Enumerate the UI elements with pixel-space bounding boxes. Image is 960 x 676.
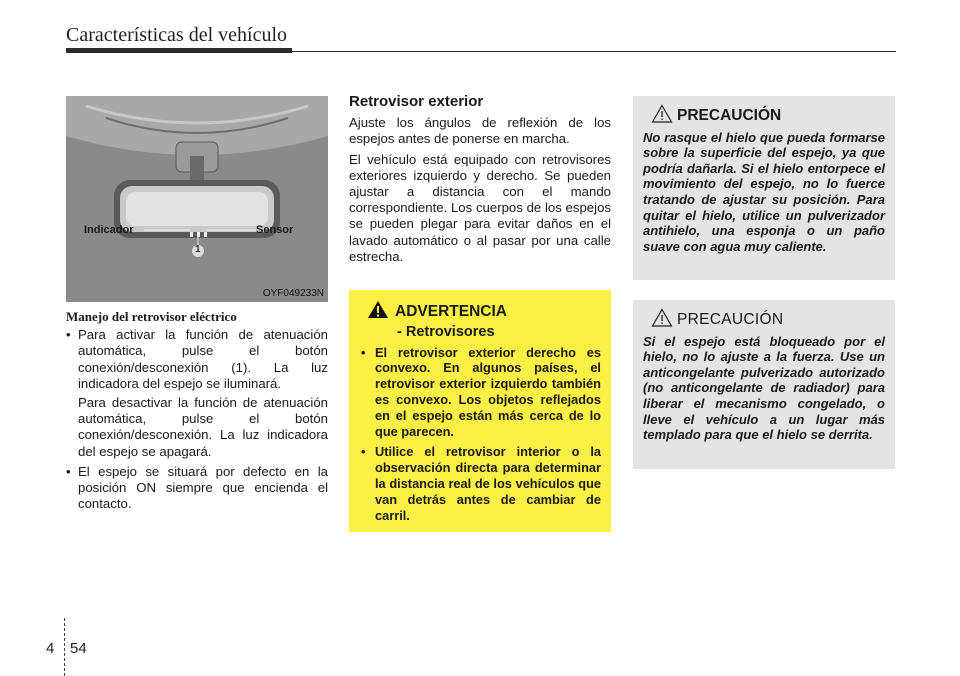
header-rule-thick xyxy=(66,48,292,53)
mirror-illustration xyxy=(66,96,328,302)
footer-separator xyxy=(64,618,65,676)
caution-box-ice xyxy=(633,96,895,280)
heading-exterior-mirror: Retrovisor exterior xyxy=(349,93,484,110)
section-title-electric-mirror: Manejo del retrovisor eléctrico xyxy=(66,309,237,324)
page-header-title: Características del vehículo xyxy=(66,24,288,46)
warning-subtitle: - Retrovisores xyxy=(397,323,495,340)
caution-body: Si el espejo está bloqueado por el hielo, no lo ajuste a la fuerza. Use un anticongelante pulverizado autorizado (no anticongelante de radiador) para liberar el mecanismo congelado, o lleve el vehículo a un lugar más templado para que el hielo se derrita. xyxy=(643,333,885,443)
paragraph-adjust-angles: Ajuste los ángulos de reflexión de los espejos antes de ponerse en marcha. xyxy=(349,115,611,147)
column-1 xyxy=(66,309,328,512)
warning-triangle-icon xyxy=(367,300,389,323)
paragraph-exterior-mirrors: El vehículo está equipado con retrovisores exteriores izquierdo y derecho. Se pueden ajustar a distancia con el mando correspondiente. Los cuerpos de los espejos se pueden plegar para evitar daños en el lavado automático o al pasar por una calle estrecha. xyxy=(349,151,611,264)
caution-title: PRECAUCIÓN xyxy=(677,310,784,328)
caution-title: PRECAUCIÓN xyxy=(677,106,782,124)
footer-page-number: 54 xyxy=(70,640,87,657)
figure-label-sensor: Sensor xyxy=(256,224,294,236)
caution-triangle-icon xyxy=(651,308,673,331)
figure-label-indicator: Indicador xyxy=(84,224,134,236)
paragraph-deactivate-dimming: Para desactivar la función de atenuación automática, pulse el botón conexión/desconexión. La luz indicadora del espejo se apagará. xyxy=(78,395,328,459)
figure-callout-1: 1 xyxy=(195,244,201,255)
bullet-default-on: • El espejo se situará por defecto en la posición ON siempre que encienda el contacto. xyxy=(66,464,328,513)
caution-body: No rasque el hielo que pueda formarse sobre la superficie del espejo, ya que podría dañarla. Si el hielo entorpece el movimiento del espejo, no lo fuerce tratando de ajustar su posición. Para quitar el hielo, utilice un pulverizador antihielo, una esponja o un paño suave con agua muy caliente. xyxy=(643,129,885,254)
warning-title: ADVERTENCIA xyxy=(395,302,507,320)
header-rule-thin xyxy=(292,51,896,52)
warning-box xyxy=(349,290,611,532)
caution-box-frozen xyxy=(633,300,895,469)
footer-chapter-number: 4 xyxy=(46,640,55,657)
column-2 xyxy=(349,94,611,269)
warning-bullet-distance: • Utilice el retrovisor interior o la observación directa para determinar la distancia real de los vehículos que van detrás antes de cambiar de carril. xyxy=(359,444,601,523)
figure-code: OYF049233N xyxy=(262,288,324,299)
bullet-activate-dimming: • Para activar la función de atenuación automática, pulse el botón conexión/desconexión (1). La luz indicadora del espejo se iluminará. xyxy=(66,327,328,392)
caution-triangle-icon xyxy=(651,104,673,127)
rearview-mirror-figure xyxy=(66,96,328,302)
warning-bullet-convex: • El retrovisor exterior derecho es convexo. En algunos países, el retrovisor exterior izquierdo también es convexo. Los objetos reflejados en el espejo están más cerca de lo que parecen. xyxy=(359,345,601,440)
